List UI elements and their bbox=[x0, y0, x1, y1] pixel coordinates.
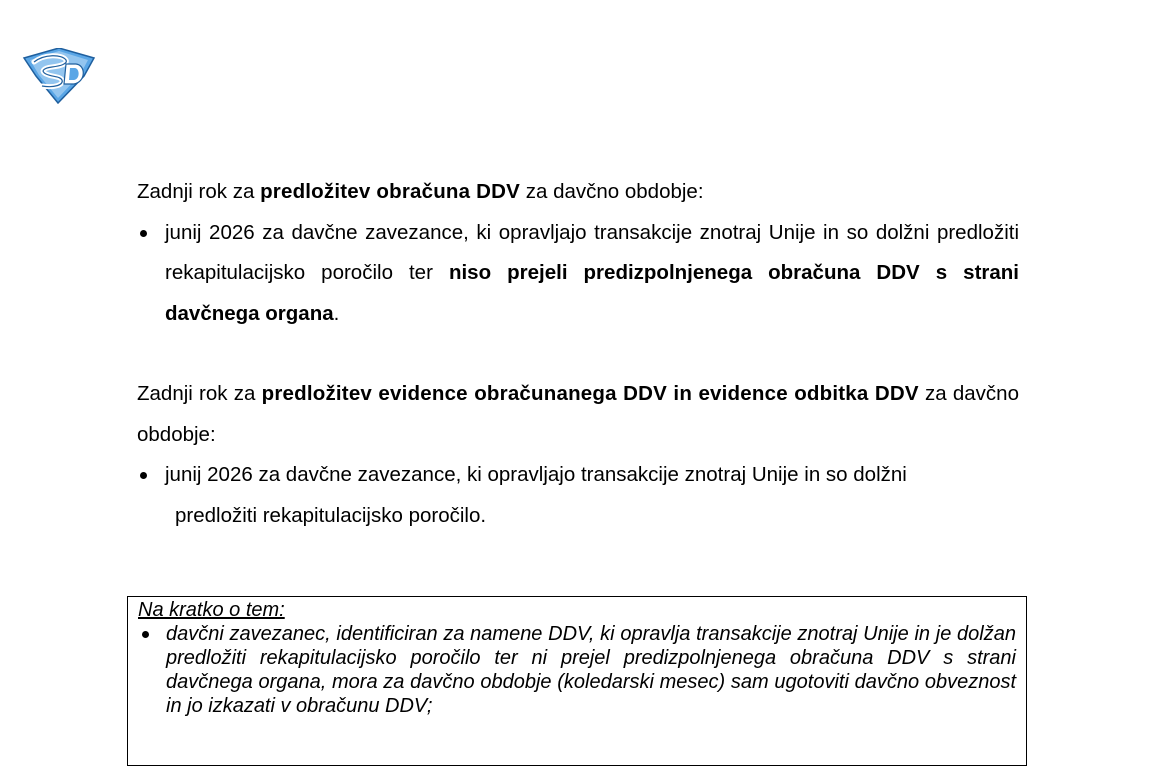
company-logo bbox=[22, 48, 96, 104]
vat-return-deadline-intro: Zadnji rok za predložitev obračuna DDV za davčno obdobje: bbox=[137, 180, 704, 203]
list-item: junij 2026 za davčne zavezance, ki opravljajo transakcije znotraj Unije in so dolžni predložiti rekapitulacijsko poročilo. bbox=[137, 455, 1019, 536]
summary-box bbox=[127, 596, 1027, 766]
list-item: davčni zavezanec, identificiran za namene DDV, ki opravlja transakcije znotraj Unije in je dolžan predložiti rekapitulacijsko poročilo ter ni prejel predizpolnjenega obračuna DDV s strani davčnega organa, mora za davčno obdobje (koledarski mesec) sam ugotoviti davčno obveznost in jo izkazati v obračunu DDV; bbox=[138, 622, 1016, 718]
vat-records-deadline-list bbox=[137, 455, 1019, 536]
summary-list bbox=[138, 622, 1016, 718]
vat-records-deadline-intro: Zadnji rok za predložitev evidence obračunanega DDV in evidence odbitka DDV za davčno obdobje: bbox=[137, 382, 1019, 446]
document-body bbox=[137, 172, 1019, 536]
vat-return-deadline-list bbox=[137, 213, 1019, 335]
list-item: junij 2026 za davčne zavezance, ki opravljajo transakcije znotraj Unije in so dolžni predložiti rekapitulacijsko poročilo ter niso prejeli predizpolnjenega obračuna DDV s strani davčnega organa. bbox=[137, 213, 1019, 335]
summary-title: Na kratko o tem: bbox=[138, 599, 285, 621]
sd-logo-icon bbox=[22, 48, 96, 104]
